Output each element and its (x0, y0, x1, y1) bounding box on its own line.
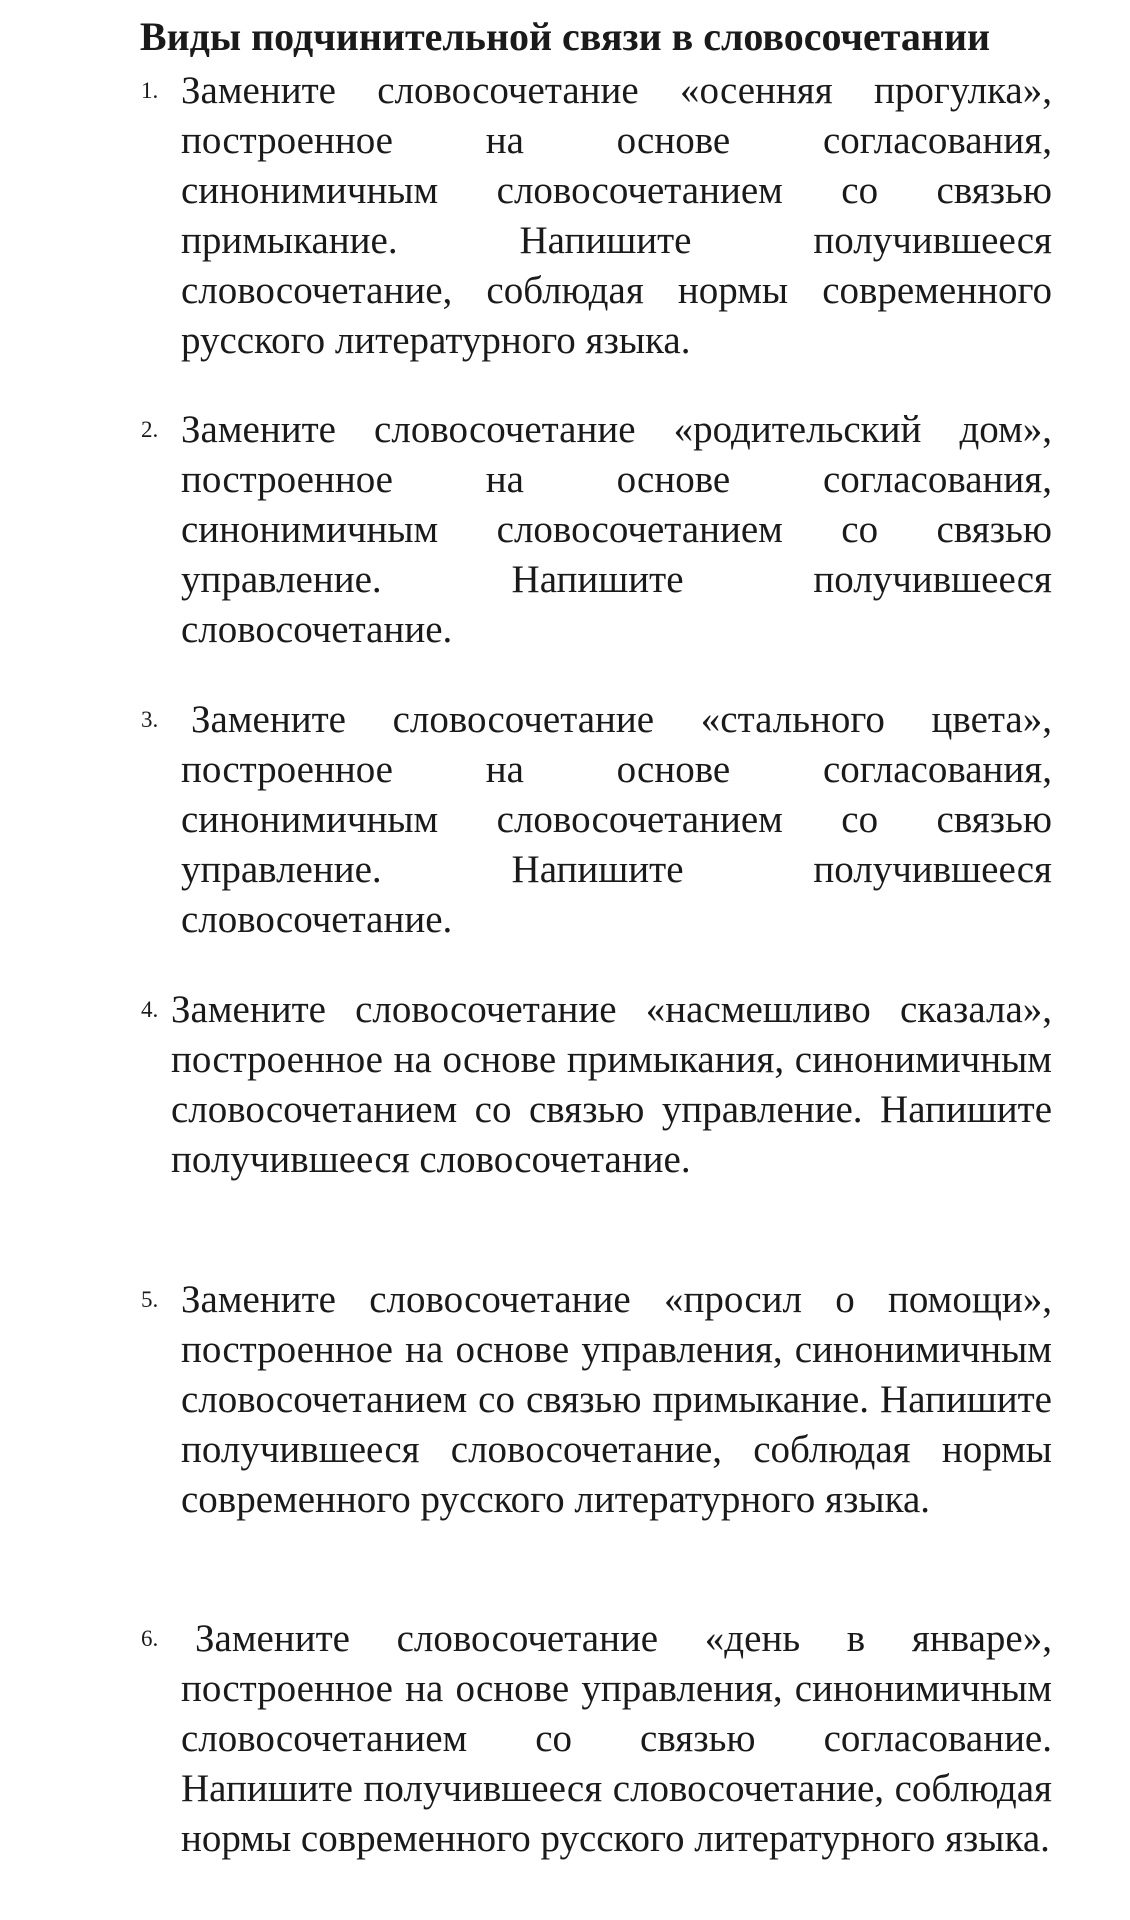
page-title: Виды подчинительной связи в словосочетании (139, 14, 991, 59)
task-number: 6. (141, 1626, 159, 1651)
task-number: 5. (141, 1287, 159, 1312)
task-text: Замените словосочетание «осенняя прогулка», построенное на основе согласования, синонимичным словосочетанием со связью примыкание. Напишите получившееся словосочетание, соблюдая нормы современного русского литературного языка. (181, 69, 1052, 362)
task-text: Замените словосочетание «просил о помощи», построенное на основе управления, синонимичным словосочетанием со связью примыкание. Напишите получившееся словосочетание, соблюдая нормы современного русского литературного языка. (181, 1278, 1052, 1521)
task-number: 4. (141, 997, 159, 1022)
task-text: Замените словосочетание «родительский дом», построенное на основе согласования, синонимичным словосочетанием со связью управление. Напишите получившееся словосочетание. (181, 408, 1052, 651)
task-number: 2. (141, 417, 159, 442)
task-number: 3. (141, 707, 159, 732)
task-number: 1. (141, 78, 159, 103)
task-text: Замените словосочетание «насмешливо сказала», построенное на основе примыкания, синонимичным словосочетанием со связью управление. Напишите получившееся словосочетание. (171, 988, 1052, 1181)
task-text: Замените словосочетание «стального цвета», построенное на основе согласования, синонимичным словосочетанием со связью управление. Напишите получившееся словосочетание. (181, 698, 1052, 941)
task-text: Замените словосочетание «день в январе», построенное на основе управления, синонимичным словосочетанием со связью согласование. Напишите получившееся словосочетание, соблюдая нормы современного русского литературного языка. (181, 1617, 1052, 1860)
